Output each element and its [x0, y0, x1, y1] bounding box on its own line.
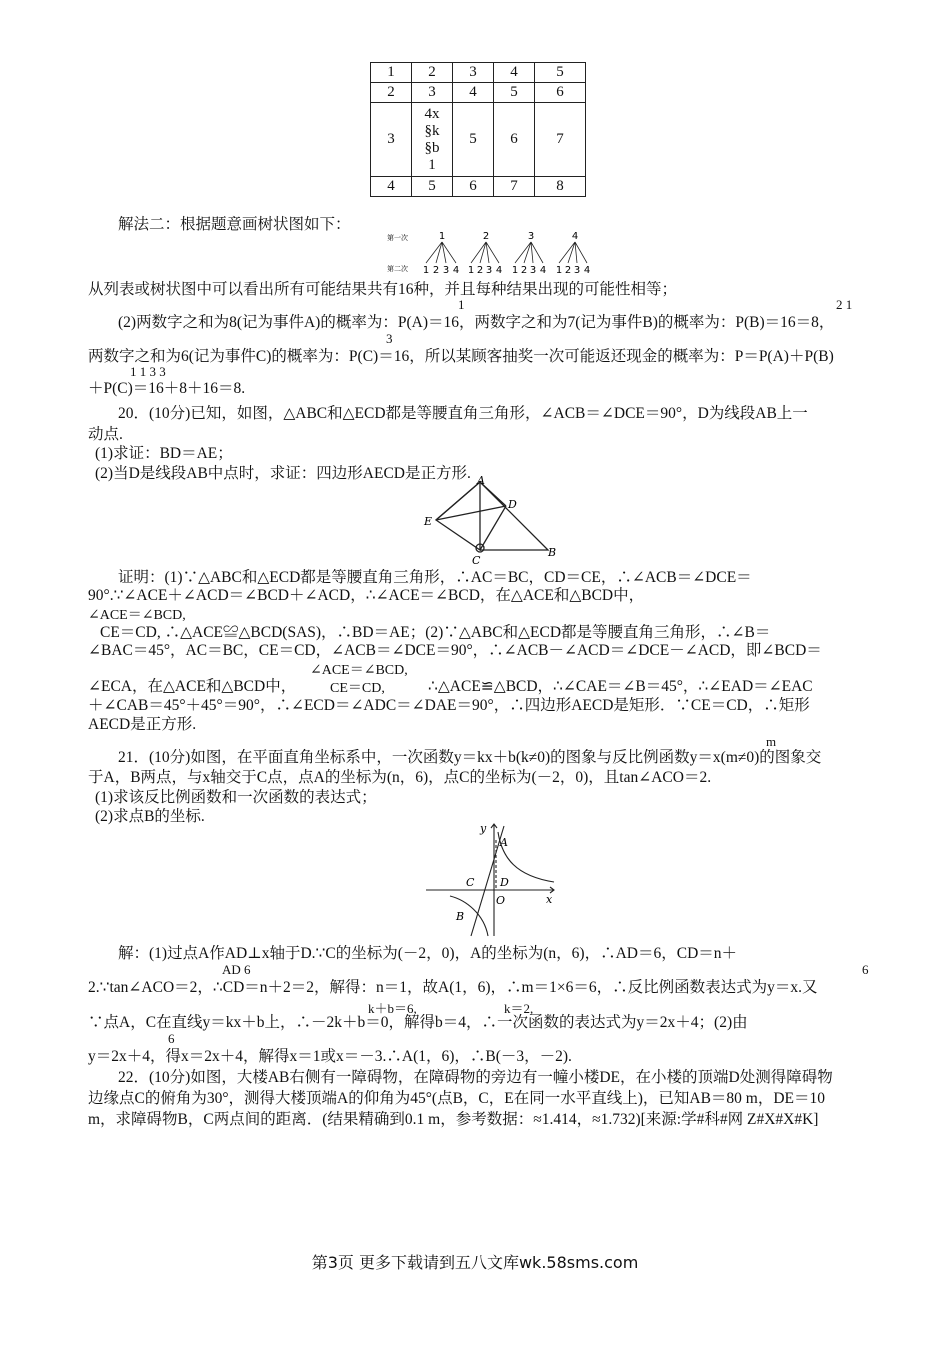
tree-leaf: 2 [520, 265, 528, 276]
fraction-numerator: 2 1 [836, 297, 853, 312]
tree-leaf: 1 [467, 265, 475, 276]
question-21-part2: (2)求点B的坐标. [95, 808, 205, 825]
tree-node: 3 [527, 231, 535, 242]
tree-node: 2 [482, 231, 490, 242]
system-line: k＋b＝6, [368, 1001, 417, 1016]
question-20-part1: (1)求证：BD＝AE； [95, 445, 233, 462]
solution-20: 90°.∵∠ACE＋∠ACD＝∠BCD＋∠ACD，∴∠ACE＝∠BCD，在△ACE和△BCD中， [88, 587, 645, 604]
question-20: 20．(10分)已知，如图，△ABC和△ECD都是等腰直角三角形，∠ACB＝∠DCE＝90°，D为线段AB上一 [118, 405, 808, 422]
question-22: m，求障碍物B，C两点间的距离．(结果精确到0.1 m，参考数据：≈1.414，≈1.732)[来源:学#科#网 Z#X#X#K] [88, 1111, 819, 1128]
tree-leaf: 2 [564, 265, 572, 276]
tree-node: 1 [438, 231, 446, 242]
cell: 7 [535, 103, 586, 177]
tree-label-second: 第二次 [387, 265, 408, 273]
label-d: D [508, 498, 517, 511]
cell: 8 [535, 177, 586, 197]
page-footer: 第3页 更多下载请到五八文库wk.58sms.com [311, 1253, 639, 1272]
label-b: B [548, 546, 557, 559]
axis-y-label: y [480, 822, 487, 835]
label-e: E [424, 515, 433, 528]
cell: 3 [412, 83, 453, 103]
solution-20: 证明：(1)∵△ABC和△ECD都是等腰直角三角形，∴AC＝BC，CD＝CE，∴∠ACB＝∠DCE＝ [118, 569, 752, 586]
cell: 5 [535, 63, 586, 83]
solution-21: y＝2x＋4，得x＝2x＋4，解得x＝1或x＝－3.∴A(1，6)，∴B(－3，－2). [88, 1048, 572, 1065]
cell: 4 [453, 83, 494, 103]
tree-leaf: 4 [452, 265, 460, 276]
fraction-numerator: 6 [168, 1031, 175, 1046]
point-a-label: A [500, 836, 508, 849]
question-22: 边缘点C的俯角为30°，测得大楼顶端A的仰角为45°(点B，C，E在同一水平直线上)，已知AB＝80 m，DE＝10 [88, 1090, 826, 1107]
cell: 3 [453, 63, 494, 83]
cell: 6 [494, 103, 535, 177]
cell: 6 [535, 83, 586, 103]
label-a: A [477, 474, 485, 487]
tree-leaf: 3 [485, 265, 493, 276]
solution-21: ∵点A，C在直线y＝kx＋b上，∴－2k＋b＝0，解得b＝4，∴一次函数的表达式为y＝2x＋4；(2)由 [88, 1014, 748, 1031]
paragraph: 两数字之和为6(记为事件C)的概率为：P(C)＝16，所以某顾客抽奖一次可能返还现金的概率为：P＝P(A)＋P(B) [88, 348, 834, 365]
point-c-label: C [466, 876, 475, 889]
solution-20: CE＝CD, [330, 681, 385, 696]
tree-leaf: 2 [476, 265, 484, 276]
paragraph: (2)两数字之和为8(记为事件A)的概率为：P(A)＝16，两数字之和为7(记为事件B)的概率为：P(B)＝16＝8， [118, 314, 835, 331]
tree-leaf: 3 [442, 265, 450, 276]
cell: 4 [371, 177, 412, 197]
axis-x-label: x [546, 893, 553, 906]
origin-label: O [496, 894, 506, 907]
solution-20: AECD是正方形. [88, 716, 197, 733]
tree-leaf: 4 [583, 265, 591, 276]
paragraph: ＋P(C)＝16＋8＋16＝8. [88, 380, 246, 397]
sum-table [370, 62, 586, 197]
cell: 2 [412, 63, 453, 83]
tree-leaf: 1 [422, 265, 430, 276]
fraction-numerator: 6 [862, 962, 869, 977]
label-c: C [472, 554, 481, 566]
tree-leaf: 3 [529, 265, 537, 276]
cell: 2 [371, 83, 412, 103]
fraction-numerator: m [766, 734, 777, 749]
cell: 5 [494, 83, 535, 103]
cell: 5 [412, 177, 453, 197]
fraction-numerator: 3 [386, 331, 393, 346]
cell: 6 [453, 177, 494, 197]
cell: 1 [371, 63, 412, 83]
tree-leaf: 1 [555, 265, 563, 276]
tree-label-first: 第一次 [387, 234, 408, 242]
fraction-numerator: AD 6 [222, 962, 251, 977]
point-b-label: B [456, 910, 465, 923]
function-graph [426, 818, 558, 938]
cell: 4x §k §b 1 [412, 103, 453, 177]
solution-20: ∠ACE＝∠BCD, [88, 608, 186, 623]
solution-20: ∠ACE＝∠BCD, [310, 663, 408, 678]
solution-20: ∠ECA，在△ACE和△BCD中， [88, 678, 297, 695]
fraction-numerator: 1 1 3 3 [130, 364, 166, 379]
solution-20: CE＝CD, ∴△ACE≌△BCD(SAS)，∴BD＝AE；(2)∵△ABC和△ECD都是等腰直角三角形，∴∠B＝ [100, 624, 771, 641]
tree-diagram [385, 228, 600, 278]
tree-leaf: 3 [573, 265, 581, 276]
cell: 3 [371, 103, 412, 177]
triangle-figure [420, 474, 570, 566]
system-line: k＝2, [504, 1001, 534, 1016]
paragraph: 从列表或树状图中可以看出所有可能结果共有16种，并且每种结果出现的可能性相等； [88, 281, 678, 298]
cell: 5 [453, 103, 494, 177]
tree-leaf: 2 [432, 265, 440, 276]
cell: 7 [494, 177, 535, 197]
tree-leaf: 4 [495, 265, 503, 276]
cell: 4 [494, 63, 535, 83]
fraction-numerator: 1 [458, 297, 465, 312]
question-20-part2: (2)当D是线段AB中点时，求证：四边形AECD是正方形. [95, 465, 471, 482]
question-21: 于A，B两点，与x轴交于C点，点A的坐标为(n，6)，点C的坐标为(－2，0)，且tan∠ACO＝2. [88, 769, 712, 786]
solution-21: 解：(1)过点A作AD⊥x轴于D.∵C的坐标为(－2，0)，A的坐标为(n，6)，∴AD＝6，CD＝n＋ [118, 945, 738, 962]
solution-21: 2.∵tan∠ACO＝2，∴CD＝n＋2＝2，解得：n＝1，故A(1，6)，∴m＝1×6＝6，∴反比例函数表达式为y＝x.又 [88, 979, 818, 996]
question-22: 22．(10分)如图，大楼AB右侧有一障碍物，在障碍物的旁边有一幢小楼DE，在小楼的顶端D处测得障碍物 [118, 1069, 833, 1086]
tree-leaf: 4 [539, 265, 547, 276]
question-20-cont: 动点. [88, 426, 123, 443]
question-21: 21．(10分)如图，在平面直角坐标系中，一次函数y＝kx＋b(k≠0)的图象与反比例函数y＝x(m≠0)的图象交 [118, 749, 822, 766]
point-d-label: D [500, 876, 509, 889]
tree-leaf: 1 [511, 265, 519, 276]
solution-20: ∠BAC＝45°，AC＝BC，CE＝CD，∠ACB＝∠DCE＝90°，∴∠ACB－∠ACD＝∠DCE－∠ACD，即∠BCD＝ [88, 642, 822, 659]
method-two-text: 解法二：根据题意画树状图如下： [118, 216, 351, 233]
solution-20: ＋∠CAB＝45°＋45°＝90°，∴∠ECD＝∠ADC＝∠DAE＝90°，∴四边形AECD是矩形．∵CE＝CD，∴矩形 [88, 697, 810, 714]
tree-node: 4 [571, 231, 579, 242]
question-21-part1: (1)求该反比例函数和一次函数的表达式； [95, 789, 377, 806]
solution-20: ∴△ACE≌△BCD，∴∠CAE＝∠B＝45°，∴∠EAD＝∠EAC [428, 678, 813, 695]
